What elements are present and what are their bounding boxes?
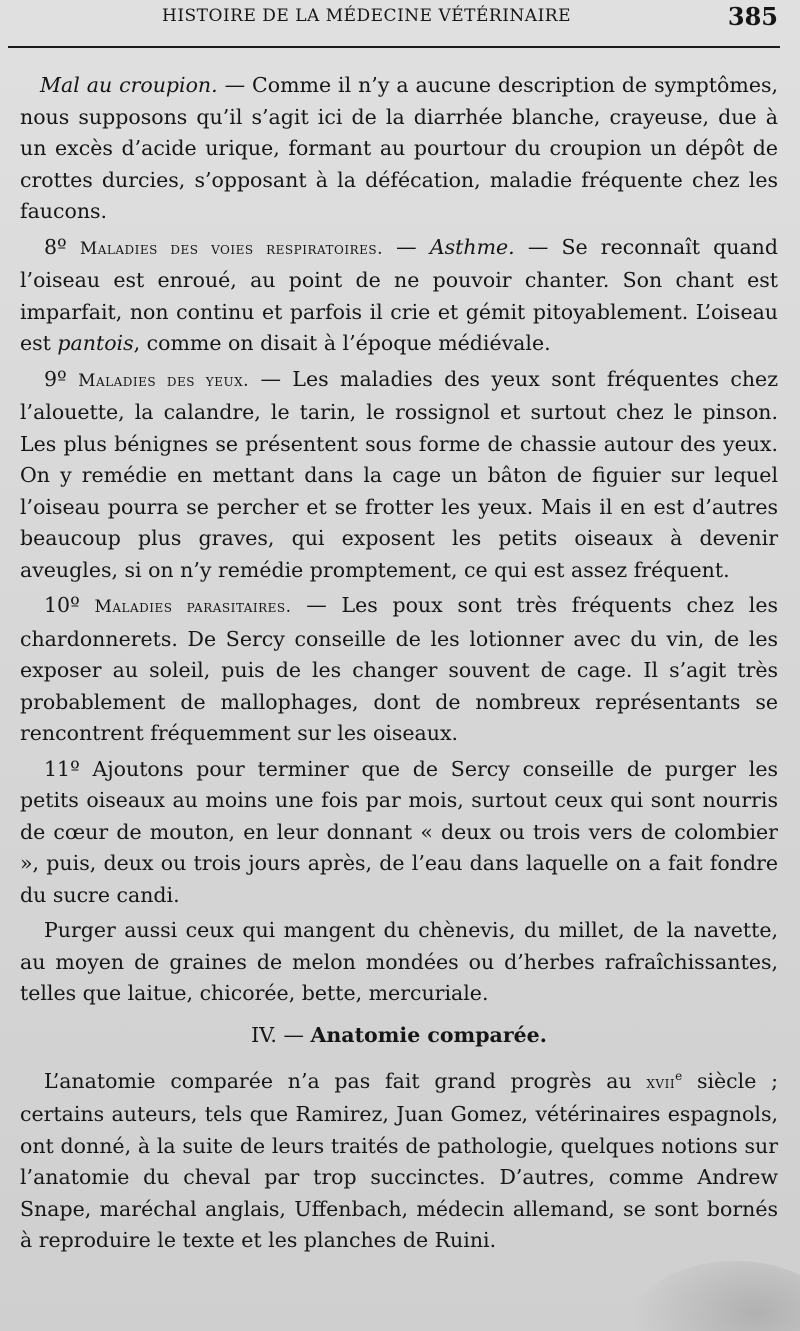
paragraph-text: — Comme il n’y a aucune description de symptômes, nous supposons qu’il s’agit ici de la diarrhée blanche, crayeuse, due à un excès d’acide urique, formant au pourtour du croupion un dépôt de crottes durcies, s’opposant à la défécation, maladie fréquente chez les faucons. [20,73,778,223]
paragraph-text: L’anatomie comparée n’a pas fait grand progrès au [44,1068,647,1093]
section-heading [20,1020,778,1052]
paragraph-respiratory [20,232,778,360]
paragraph-purging: 11º Ajoutons pour terminer que de Sercy conseille de purger les petits oiseaux au moins une fois par mois, surtout ceux qui sont nourris de cœur de mouton, en leur donnant « deux ou trois vers de colombier », puis, deux ou trois jours après, de l’eau dans laquelle on a fait fondre du sucre candi. [20,756,778,907]
heading-respiratory: Maladies des voies respiratoires. [79,238,383,259]
century-superscript: e [675,1069,683,1083]
item-number: 8º [44,234,80,259]
term-mal-au-croupion: Mal au croupion. [40,73,218,97]
page-number: 385 [727,2,778,31]
paragraph-mal-au-croupion [20,70,778,228]
paragraph-text: siècle ; certains auteurs, tels que Ramirez, Juan Gomez, vétérinaires espagnols, ont donné, à la suite de leurs traités de pathologie, quelques notions sur l’anatomie du cheval par trop succinctes. D’autres, comme Andrew Snape, maréchal anglais, Uffenbach, médecin allemand, se sont bornés à reproduire le texte et les planches de Ruini. [20,1068,778,1253]
paragraph-text: , comme on disait à l’époque médiévale. [133,331,551,355]
heading-eyes: Maladies des yeux. [78,370,250,391]
section-numeral: IV. — [251,1022,311,1047]
term-asthme: Asthme. [429,234,515,259]
paragraph-anatomy [20,1061,778,1257]
century: xvii [646,1072,676,1093]
paragraph-purging-2: Purger aussi ceux qui mangent du chènevis, du millet, de la navette, au moyen de graines de melon mondées ou d’herbes rafraîchissantes, telles que laitue, chicorée, bette, mercuriale. [20,918,778,1005]
paragraph-parasites [20,590,778,750]
header-rule [8,46,780,48]
page-header [0,0,800,44]
dash: — [383,234,430,259]
item-number: 9º [44,366,79,391]
paragraph-text: — Se reconnaît quand l’oiseau est enroué, au point de ne pouvoir chanter. Son chant est imparfait, non continu et parfois il crie et gémit pitoyablement. L’oiseau est [20,234,778,355]
paragraph-eyes [20,364,778,587]
body-text [20,70,778,1261]
term-pantois: pantois [57,331,134,355]
section-title: Anatomie comparée. [310,1022,547,1047]
item-number: 10º [44,593,95,617]
page-shadow [630,1261,800,1331]
paragraph-text: — Les maladies des yeux sont fréquentes chez l’alouette, la calandre, le tarin, le rossignol et surtout chez le pinson. Les plus bénignes se présentent sous forme de chassie autour des yeux. On y remédie en mettant dans la cage un bâton de figuier sur lequel l’oiseau pourra se percher et se frotter les yeux. Mais il en est d’autres beaucoup plus graves, qui exposent les petits oiseaux à devenir aveugles, si on n’y remédie promptement, ce qui est assez fréquent. [20,366,778,582]
heading-parasites: Maladies parasitaires. [94,597,292,617]
running-title: HISTOIRE DE LA MÉDECINE VÉTÉRINAIRE [162,6,571,26]
paragraph-text: — Les poux sont très fréquents chez les chardonnerets. De Sercy conseille de les lotionner avec du vin, de les exposer au soleil, puis de les changer souvent de cage. Il s’agit très probablement de mallophages, dont de nombreux représentants se rencontrent fréquemment sur les oiseaux. [20,593,778,745]
